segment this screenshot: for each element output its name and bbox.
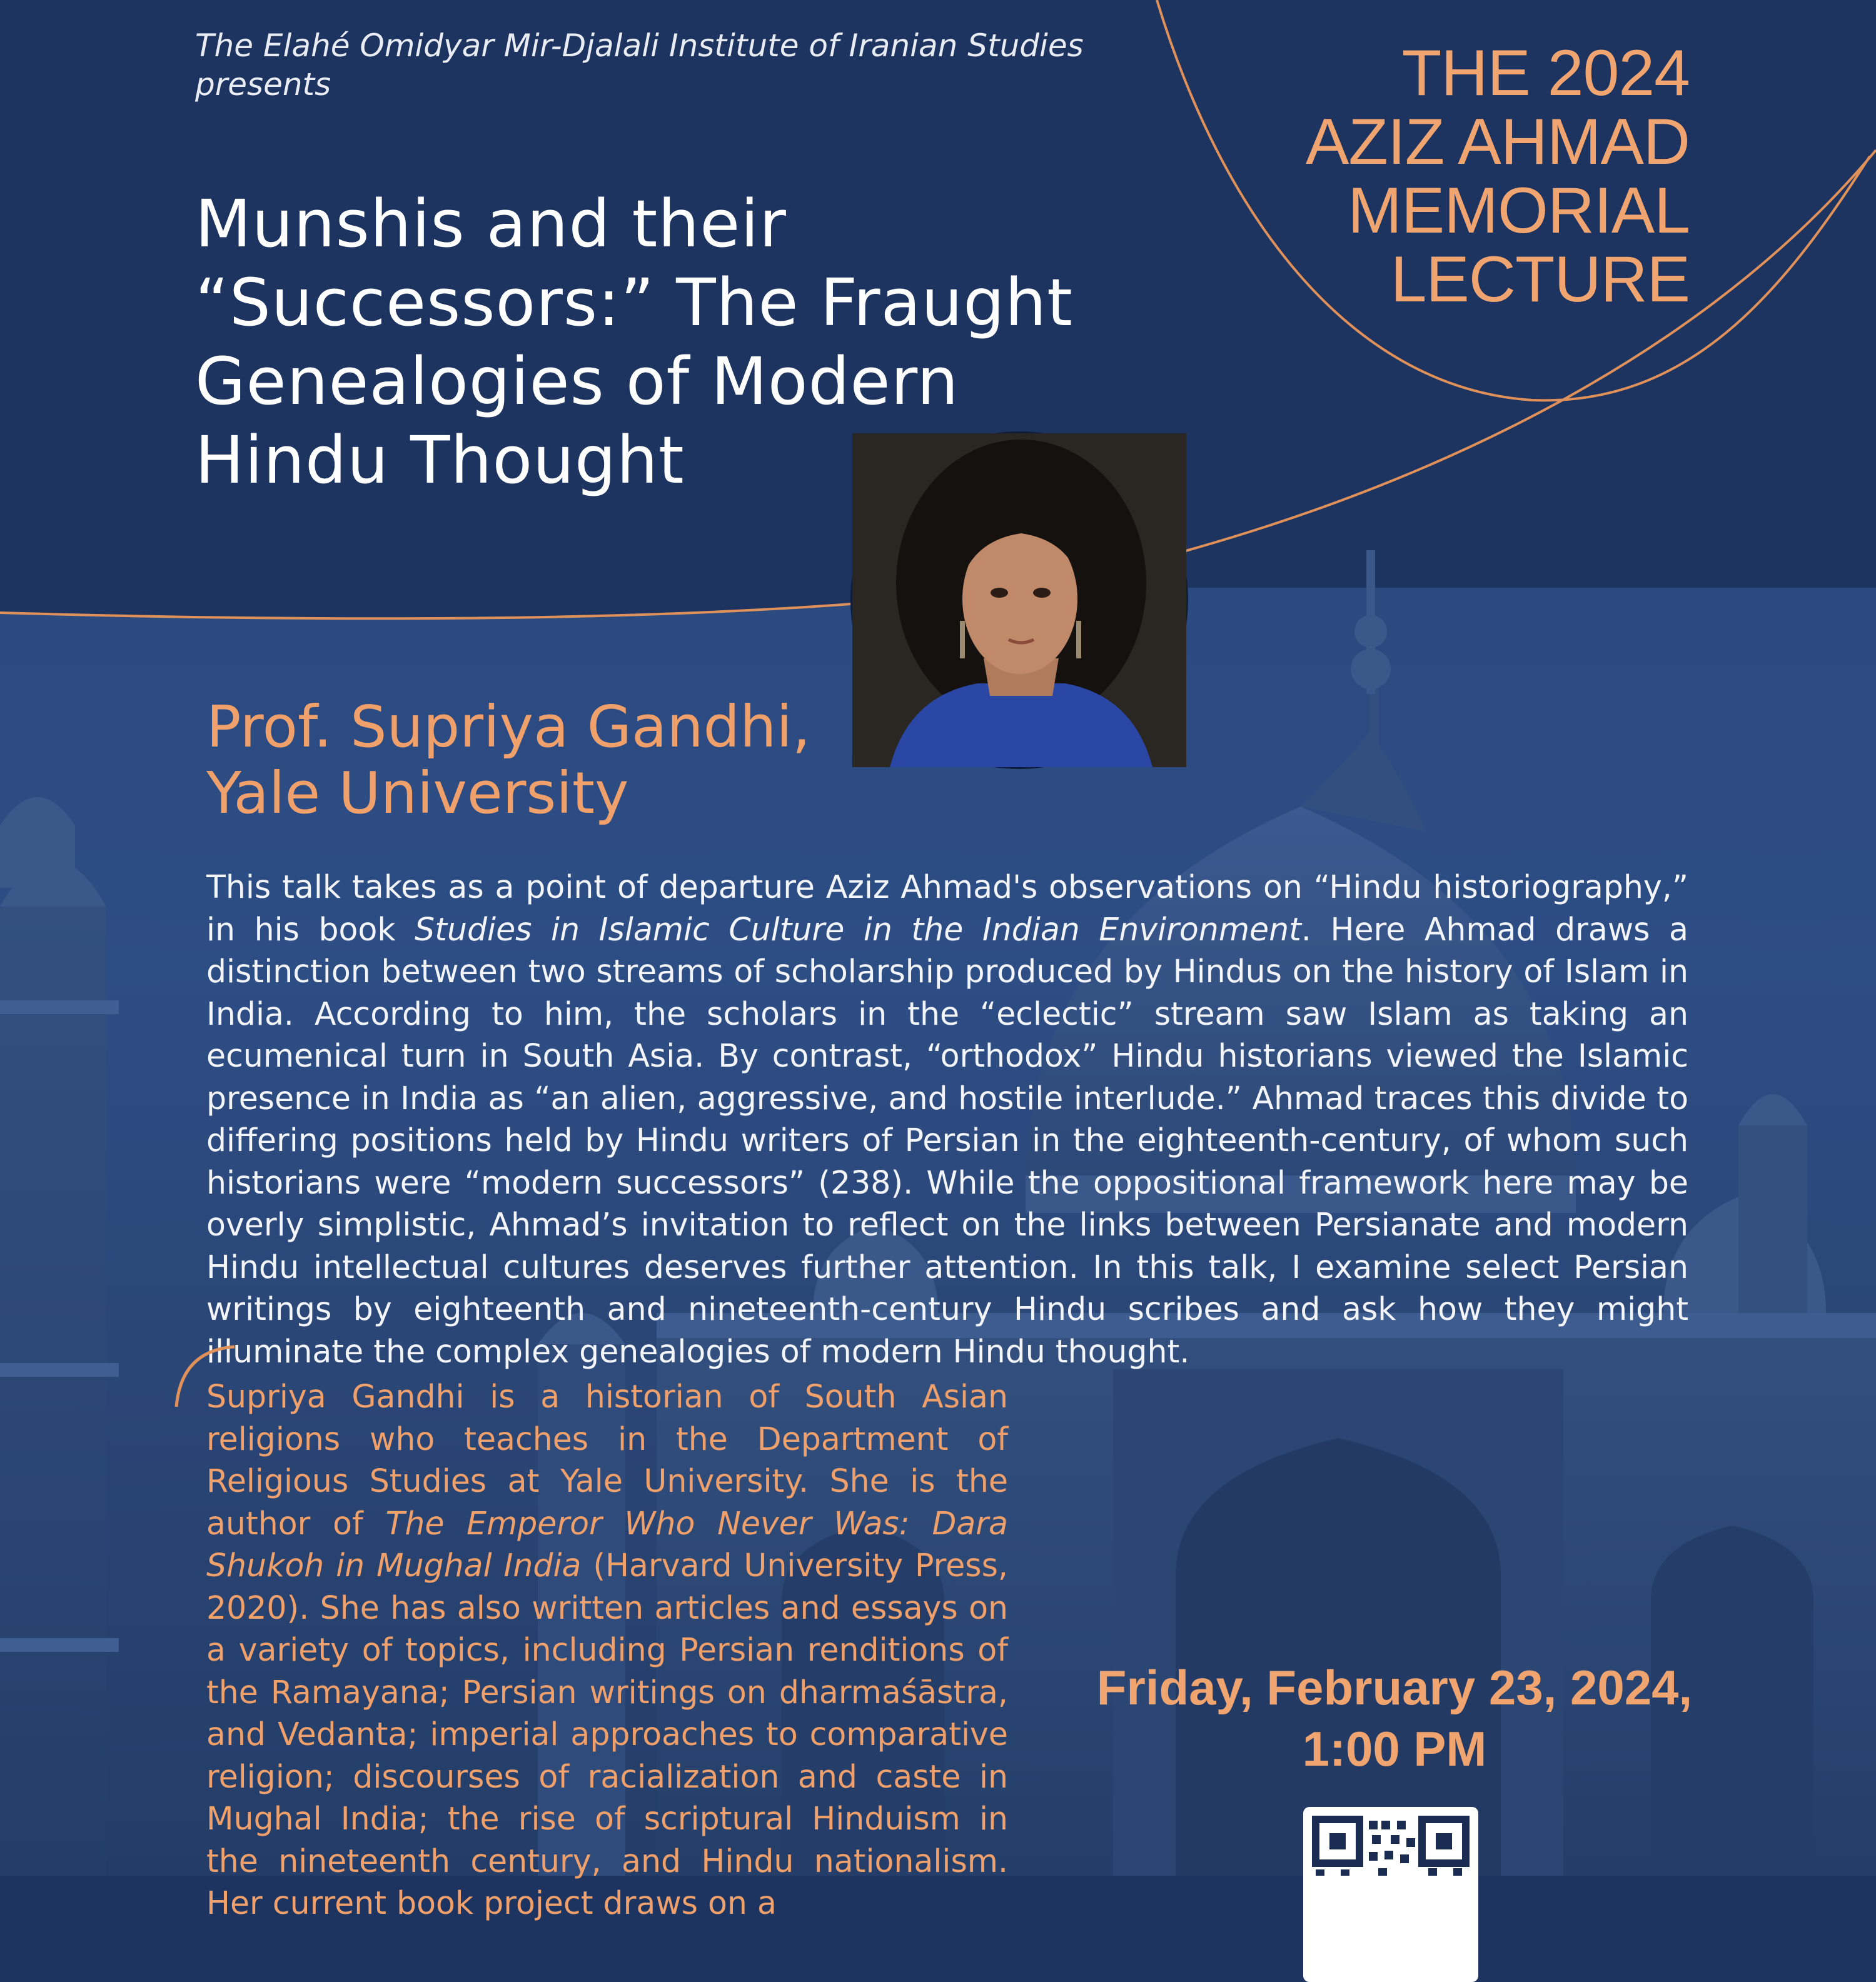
registration-qr-code[interactable]: [1303, 1807, 1478, 1982]
speaker-affiliation: Yale University: [206, 760, 629, 827]
event-date: Friday, February 23, 2024,: [1096, 1660, 1693, 1715]
lecture-title-line: MEMORIAL: [1348, 174, 1690, 247]
speaker-name: [206, 694, 894, 827]
talk-title-line: Munshis and their: [195, 186, 787, 262]
speaker-bio: [206, 1376, 1008, 1924]
lecture-series-title: [1127, 39, 1690, 314]
presenter-presents: presents: [195, 66, 331, 103]
talk-title-line: “Successors:” The Fraught: [195, 264, 1073, 341]
event-datetime: [1063, 1657, 1726, 1779]
bio-text: Supriya Gandhi is a historian of South Asian religions who teaches in the Department of Religious Studies at Yale University. She is the author of: [206, 1378, 1008, 1542]
lecture-title-line: THE 2024: [1401, 37, 1690, 109]
event-time: 1:00 PM: [1302, 1721, 1487, 1776]
talk-abstract: [206, 866, 1688, 1372]
abstract-text: . Here Ahmad draws a distinction between two streams of scholarship produced by Hindus on the history of Islam in India. According to him, the scholars in the “eclectic” stream saw Islam as taking an ecumenical turn in South Asia. By contrast, “orthodox” Hindu historians viewed the Islamic presence in India as “an alien, aggressive, and hostile interlude.” Ahmad traces this divide to differing positions held by Hindu writers of Persian in the eighteenth-century, of whom such historians were “modern successors” (238). While the oppositional framework here may be overly simplistic, Ahmad’s invitation to reflect on the links between Persianate and modern Hindu intellectual cultures deserves further attention. In this talk, I examine select Persian writings by eighteenth and nineteenth-century Hindu scribes and ask how they might illuminate the complex genealogies of modern Hindu thought.: [206, 910, 1688, 1370]
abstract-book-title: Studies in Islamic Culture in the Indian Environment: [415, 910, 1301, 948]
talk-title-line: Hindu Thought: [195, 422, 685, 498]
lecture-title-line: LECTURE: [1390, 243, 1690, 316]
presenter-institute: The Elahé Omidyar Mir-Djalali Institute of Iranian Studies: [195, 28, 1084, 64]
talk-title-line: Genealogies of Modern: [195, 343, 959, 420]
speaker-name-line: Prof. Supriya Gandhi,: [206, 693, 811, 760]
speaker-portrait: [850, 431, 1188, 769]
bio-book-title: The Emperor Who Never Was: Dara Shukoh in Mughal India: [206, 1504, 1008, 1584]
bio-text: (Harvard University Press, 2020). She has also written articles and essays on a variety of topics, including Persian renditions of the Ramayana; Persian writings on dharmaśāstra, and Vedanta; imperial approaches to comparative religion; discourses of racialization and caste in Mughal India; the rise of scriptural Hinduism in the nineteenth century, and Hindu nationalism. Her current book project draws on a: [206, 1547, 1008, 1921]
lecture-title-line: AZIZ AHMAD: [1305, 106, 1690, 178]
presenter-line: [195, 26, 1102, 104]
abstract-text: This talk takes as a point of departure Aziz Ahmad's observations on “Hindu historiography,” in his book: [206, 868, 1688, 948]
